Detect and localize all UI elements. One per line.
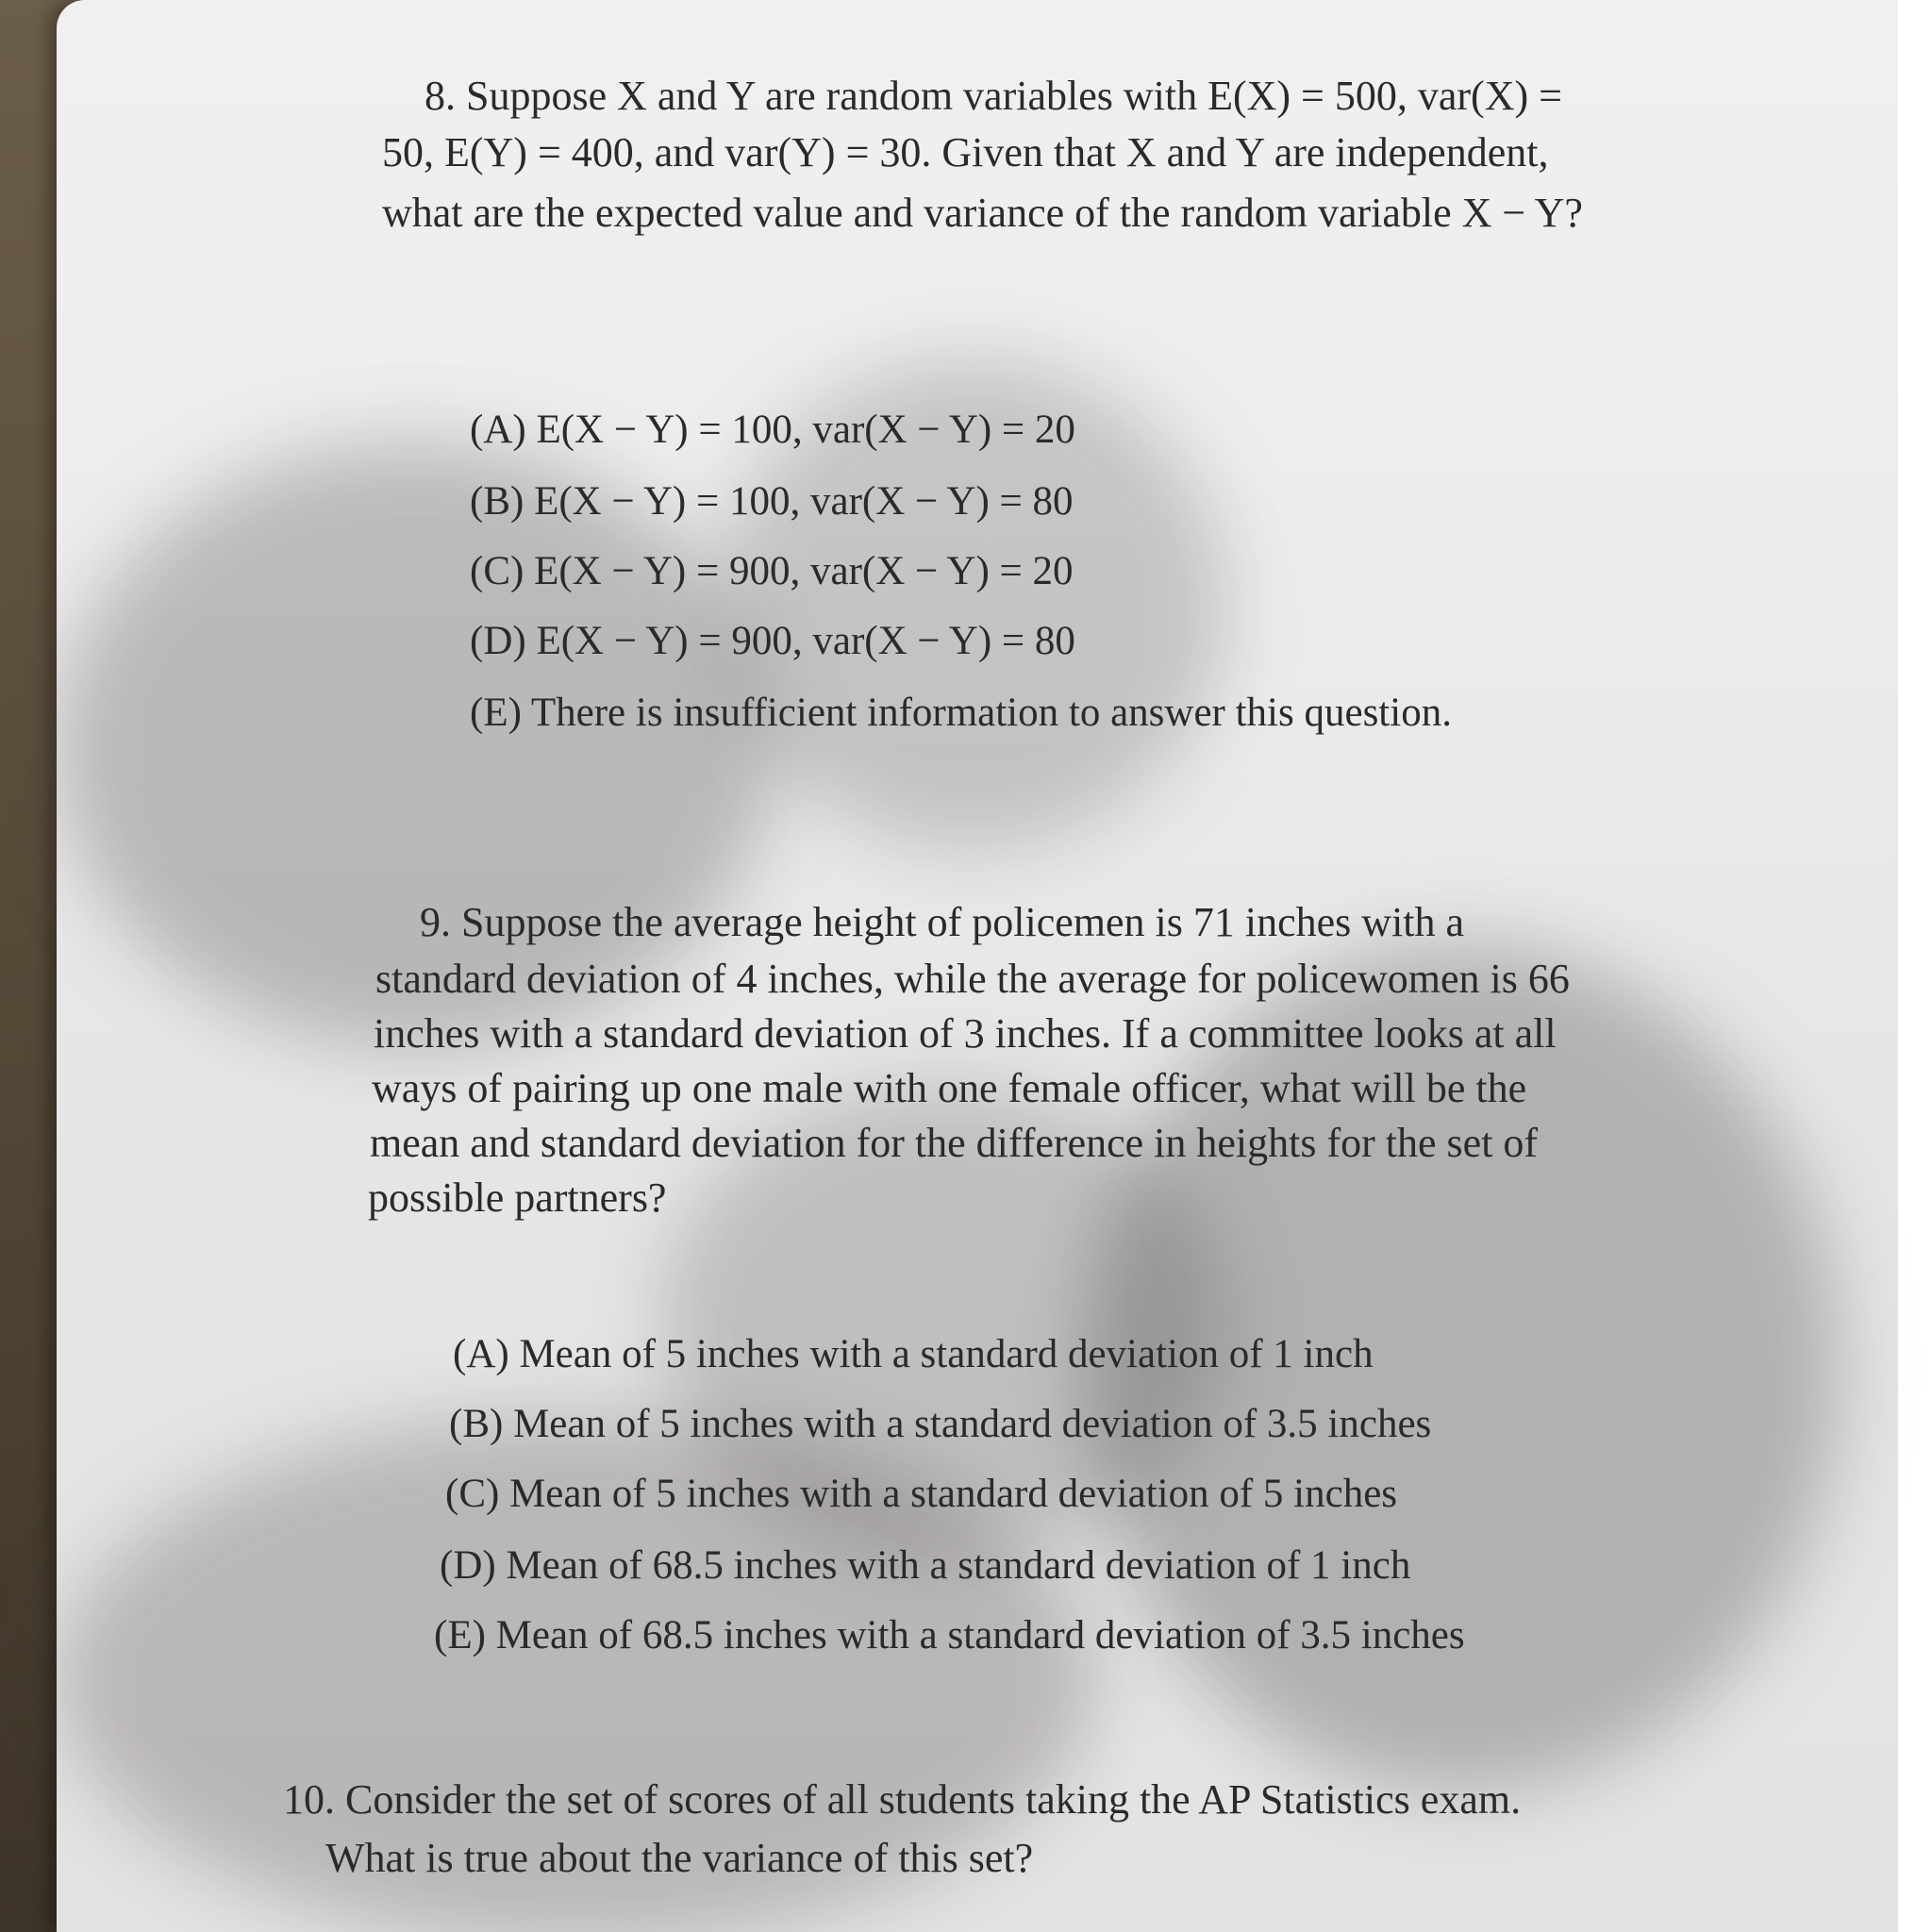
question-8-stem-line: 8. Suppose X and Y are random variables with E(X) = 500, var(X) = <box>425 73 1562 119</box>
question-9-stem-line: 9. Suppose the average height of policemen is 71 inches with a <box>420 899 1465 945</box>
question-8-option-e: (E) There is insufficient information to answer this question. <box>470 691 1452 735</box>
question-9-option-c: (C) Mean of 5 inches with a standard deviation of 5 inches <box>445 1472 1398 1516</box>
question-9-stem-line: ways of pairing up one male with one female officer, what will be the <box>372 1065 1527 1111</box>
question-8-option-d: (D) E(X − Y) = 900, var(X − Y) = 80 <box>470 619 1075 663</box>
question-9-option-a: (A) Mean of 5 inches with a standard deviation of 1 inch <box>453 1332 1374 1376</box>
question-9-option-d: (D) Mean of 68.5 inches with a standard deviation of 1 inch <box>440 1543 1411 1588</box>
question-10-stem-line: What is true about the variance of this set? <box>325 1835 1034 1881</box>
question-9-option-b: (B) Mean of 5 inches with a standard deviation of 3.5 inches <box>449 1402 1432 1446</box>
question-8-stem-line: what are the expected value and variance of the random variable X − Y? <box>382 190 1583 236</box>
question-8-option-c: (C) E(X − Y) = 900, var(X − Y) = 20 <box>470 549 1074 593</box>
question-9-stem-line: possible partners? <box>368 1174 667 1221</box>
question-9-option-e: (E) Mean of 68.5 inches with a standard deviation of 3.5 inches <box>434 1613 1465 1657</box>
question-10-stem-line: 10. Consider the set of scores of all students taking the AP Statistics exam. <box>283 1776 1522 1823</box>
question-8-stem-line: 50, E(Y) = 400, and var(Y) = 30. Given that X and Y are independent, <box>382 129 1549 175</box>
question-9-stem-line: standard deviation of 4 inches, while the average for policewomen is 66 <box>375 956 1570 1002</box>
question-9-stem-line: inches with a standard deviation of 3 inches. If a committee looks at all <box>374 1010 1557 1057</box>
question-8-option-a: (A) E(X − Y) = 100, var(X − Y) = 20 <box>470 408 1075 452</box>
question-8-option-b: (B) E(X − Y) = 100, var(X − Y) = 80 <box>470 479 1074 524</box>
question-9-stem-line: mean and standard deviation for the difference in heights for the set of <box>370 1120 1539 1166</box>
